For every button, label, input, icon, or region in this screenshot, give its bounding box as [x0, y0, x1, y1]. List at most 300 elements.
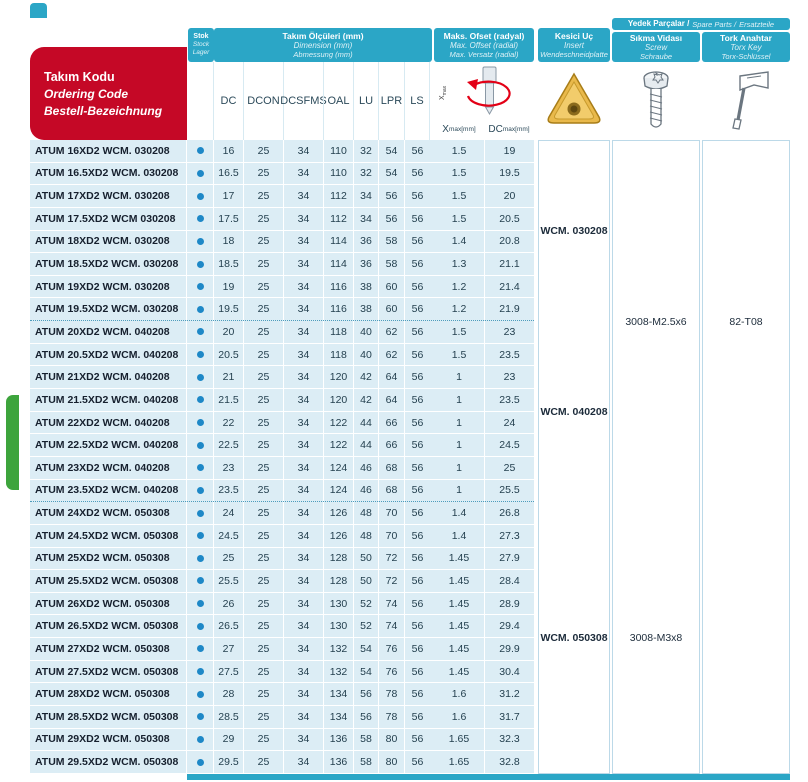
table-row — [30, 185, 534, 208]
table-row — [30, 548, 534, 571]
value-lu: 46 — [353, 480, 378, 502]
value-lu: 34 — [353, 208, 378, 230]
value-xmax: 1.65 — [448, 756, 470, 769]
product-code: ATUM 17XD2 WCM. 030208 — [35, 190, 170, 203]
stock-dot-icon — [197, 759, 204, 766]
dcmax-base: DC — [488, 123, 503, 135]
value-lu: 40 — [353, 344, 378, 366]
value-xmax: 1 — [456, 484, 462, 497]
value-ls: 56 — [404, 548, 430, 570]
value-dc: 19.5 — [213, 298, 243, 320]
value-ls: 56 — [404, 570, 430, 592]
value-lpr: 60 — [378, 276, 404, 298]
table-row — [30, 593, 534, 616]
stock-dot-icon — [197, 193, 204, 200]
table-row — [30, 412, 534, 435]
value-oal: 130 — [323, 615, 353, 637]
value-ls: 56 — [404, 706, 430, 728]
product-code: ATUM 21.5XD2 WCM. 040208 — [35, 393, 179, 406]
stock-dot-icon — [197, 736, 204, 743]
value-dcon: 25 — [243, 480, 283, 502]
product-code: ATUM 24.5XD2 WCM. 050308 — [35, 529, 179, 542]
value-dc: 21 — [213, 366, 243, 388]
value-oal: 122 — [323, 412, 353, 434]
value-lpr: 72 — [378, 570, 404, 592]
value-dcmax: 20.5 — [484, 208, 534, 230]
value-lpr: 62 — [378, 344, 404, 366]
product-code: ATUM 18.5XD2 WCM. 030208 — [35, 258, 179, 271]
value-dcon: 25 — [243, 525, 283, 547]
value-dcmax: 28.9 — [484, 593, 534, 615]
screw-header-en: Screw — [644, 42, 668, 52]
value-dc: 24 — [213, 502, 243, 524]
value-dcsfms: 34 — [283, 570, 323, 592]
value-dcon: 25 — [243, 253, 283, 275]
stock-dot-icon — [197, 713, 204, 720]
value-lpr: 54 — [378, 163, 404, 185]
value-dcsfms: 34 — [283, 751, 323, 773]
value-dcsfms: 34 — [283, 298, 323, 320]
value-dcmax: 28.4 — [484, 570, 534, 592]
dimensions-header-en: Dimension (mm) — [293, 40, 353, 50]
value-lu: 50 — [353, 548, 378, 570]
table-row — [30, 751, 534, 774]
value-ls: 56 — [404, 253, 430, 275]
value-dcon: 25 — [243, 593, 283, 615]
table-row — [30, 163, 534, 186]
stock-header-de: Lager — [192, 49, 210, 57]
spare-parts-header — [612, 18, 790, 30]
stock-header-en: Stock — [192, 41, 210, 49]
product-code: ATUM 26.5XD2 WCM. 050308 — [35, 620, 179, 633]
value-lpr: 66 — [378, 434, 404, 456]
value-ls: 56 — [404, 525, 430, 547]
svg-text:Xmax: $X_{max}$ — [439, 85, 448, 100]
value-dcsfms: 34 — [283, 661, 323, 683]
value-dcon: 25 — [243, 751, 283, 773]
value-lpr: 74 — [378, 593, 404, 615]
product-code: ATUM 18XD2 WCM. 030208 — [35, 235, 170, 248]
value-ls: 56 — [404, 683, 430, 705]
value-lpr: 72 — [378, 548, 404, 570]
value-xmax: 1.65 — [448, 733, 470, 746]
insert-header-de: Wendeschneidplatte — [540, 50, 608, 60]
value-dcon: 25 — [243, 412, 283, 434]
value-xmax: 1 — [456, 416, 462, 429]
product-code: ATUM 29.5XD2 WCM. 050308 — [35, 756, 179, 769]
value-dcmax: 20.8 — [484, 231, 534, 253]
stock-dot-icon — [197, 645, 204, 652]
value-lu: 54 — [353, 661, 378, 683]
value-dc: 25.5 — [213, 570, 243, 592]
stock-dot-icon — [197, 283, 204, 290]
value-xmax: 1.5 — [451, 190, 467, 203]
value-lpr: 64 — [378, 366, 404, 388]
value-oal: 132 — [323, 661, 353, 683]
value-lu: 40 — [353, 321, 378, 343]
stock-dot-icon — [197, 577, 204, 584]
value-lu: 32 — [353, 140, 378, 162]
product-code: ATUM 20.5XD2 WCM. 040208 — [35, 348, 179, 361]
stock-indicator — [186, 638, 213, 660]
value-lu: 54 — [353, 638, 378, 660]
value-ls: 56 — [404, 231, 430, 253]
value-dcmax: 21.4 — [484, 276, 534, 298]
value-lu: 50 — [353, 570, 378, 592]
value-ls: 56 — [404, 661, 430, 683]
value-dcsfms: 34 — [283, 366, 323, 388]
column-label-ls: LS — [404, 62, 430, 140]
value-xmax: 1.45 — [448, 642, 470, 655]
column-label-lu: LU — [353, 62, 378, 140]
screw-header-tr: Sıkma Vidası — [629, 32, 683, 43]
stock-dot-icon — [197, 623, 204, 630]
value-ls: 56 — [404, 344, 430, 366]
value-ls: 56 — [404, 276, 430, 298]
table-row — [30, 502, 534, 525]
value-dcmax: 27.9 — [484, 548, 534, 570]
stock-indicator — [186, 525, 213, 547]
stock-dot-icon — [197, 691, 204, 698]
stock-indicator — [186, 434, 213, 456]
value-ls: 56 — [404, 185, 430, 207]
value-oal: 124 — [323, 480, 353, 502]
xmax-sub: max — [448, 125, 462, 133]
table-row — [30, 706, 534, 729]
table-body — [30, 140, 790, 774]
table-row — [30, 366, 534, 389]
torx-key-header-de: Torx-Schlüssel — [721, 52, 771, 62]
value-dcon: 25 — [243, 570, 283, 592]
product-code: ATUM 23XD2 WCM. 040208 — [35, 461, 170, 474]
value-oal: 116 — [323, 276, 353, 298]
table-body-rows — [30, 140, 534, 774]
value-dc: 16 — [213, 140, 243, 162]
torx-key-header-en: Torx Key — [730, 42, 762, 52]
stock-dot-icon — [197, 261, 204, 268]
value-dcmax: 19.5 — [484, 163, 534, 185]
stock-dot-icon — [197, 532, 204, 539]
dcmax-unit: [mm] — [515, 125, 530, 133]
table-row — [30, 276, 534, 299]
value-dc: 18 — [213, 231, 243, 253]
table-row — [30, 683, 534, 706]
insert-header — [538, 28, 610, 62]
stock-indicator — [186, 412, 213, 434]
value-lu: 56 — [353, 683, 378, 705]
stock-indicator — [186, 480, 213, 502]
value-dcmax: 23 — [484, 321, 534, 343]
drill-offset-icon — [434, 64, 534, 118]
table-row — [30, 638, 534, 661]
value-dcon: 25 — [243, 344, 283, 366]
value-dcon: 25 — [243, 140, 283, 162]
screw-image — [612, 64, 700, 138]
torx-key-icon — [714, 66, 778, 136]
value-lu: 36 — [353, 253, 378, 275]
value-dcon: 25 — [243, 683, 283, 705]
value-lu: 36 — [353, 231, 378, 253]
value-dcon: 25 — [243, 661, 283, 683]
value-dcmax: 24.5 — [484, 434, 534, 456]
product-code: ATUM 16XD2 WCM. 030208 — [35, 144, 170, 157]
value-lu: 42 — [353, 366, 378, 388]
table-row — [30, 344, 534, 367]
stock-indicator — [186, 185, 213, 207]
stock-dot-icon — [197, 374, 204, 381]
value-lpr: 74 — [378, 615, 404, 637]
value-dcmax: 32.8 — [484, 751, 534, 773]
stock-indicator — [186, 593, 213, 615]
stock-dot-icon — [197, 328, 204, 335]
product-code: ATUM 24XD2 WCM. 050308 — [35, 507, 170, 520]
value-dcon: 25 — [243, 502, 283, 524]
stock-indicator — [186, 321, 213, 343]
insert-header-en: Insert — [563, 40, 584, 50]
value-ls: 56 — [404, 412, 430, 434]
value-oal: 136 — [323, 751, 353, 773]
max-offset-header-tr: Maks. Ofset (radyal) — [443, 30, 525, 41]
value-ls: 56 — [404, 140, 430, 162]
column-label-oal: OAL — [323, 62, 353, 140]
radial-offset-diagram — [434, 64, 534, 118]
value-xmax: 1.2 — [451, 303, 467, 316]
value-dc: 21.5 — [213, 389, 243, 411]
table-row — [30, 615, 534, 638]
value-dc: 23.5 — [213, 480, 243, 502]
stock-dot-icon — [197, 555, 204, 562]
stock-indicator — [186, 570, 213, 592]
value-oal: 120 — [323, 389, 353, 411]
value-dcmax: 26.8 — [484, 502, 534, 524]
value-oal: 128 — [323, 548, 353, 570]
value-ls: 56 — [404, 366, 430, 388]
product-code: ATUM 25XD2 WCM. 050308 — [35, 552, 170, 565]
value-dcon: 25 — [243, 208, 283, 230]
value-lu: 38 — [353, 276, 378, 298]
product-code: ATUM 28.5XD2 WCM. 050308 — [35, 710, 179, 723]
ordering-code-en: Ordering Code — [44, 86, 129, 101]
insert-column-label: WCM. 030208 — [540, 225, 608, 238]
table-row — [30, 208, 534, 231]
value-dcsfms: 34 — [283, 185, 323, 207]
screw-header-de: Schraube — [639, 52, 673, 62]
stock-indicator — [186, 366, 213, 388]
value-dcsfms: 34 — [283, 480, 323, 502]
product-table — [30, 18, 790, 780]
value-ls: 56 — [404, 615, 430, 637]
value-dcmax: 29.4 — [484, 615, 534, 637]
value-oal: 134 — [323, 706, 353, 728]
product-code: ATUM 23.5XD2 WCM. 040208 — [35, 484, 179, 497]
stock-dot-icon — [197, 442, 204, 449]
value-oal: 124 — [323, 457, 353, 479]
screw-icon — [626, 66, 686, 136]
insert-column — [538, 140, 610, 774]
dimensions-header-de: Abmessung (mm) — [293, 50, 353, 60]
value-lu: 52 — [353, 615, 378, 637]
value-dcsfms: 34 — [283, 412, 323, 434]
value-oal: 118 — [323, 321, 353, 343]
stock-indicator — [186, 208, 213, 230]
value-lpr: 76 — [378, 661, 404, 683]
value-dc: 26 — [213, 593, 243, 615]
value-xmax: 1.5 — [451, 212, 467, 225]
value-dc: 19 — [213, 276, 243, 298]
stock-dot-icon — [197, 464, 204, 471]
value-lu: 42 — [353, 389, 378, 411]
value-oal: 116 — [323, 298, 353, 320]
value-lpr: 56 — [378, 185, 404, 207]
value-xmax: 1 — [456, 439, 462, 452]
torx-key-image — [702, 64, 790, 138]
stock-dot-icon — [197, 600, 204, 607]
value-dcon: 25 — [243, 706, 283, 728]
value-lu: 52 — [353, 593, 378, 615]
value-lpr: 56 — [378, 208, 404, 230]
table-row — [30, 729, 534, 752]
value-ls: 56 — [404, 751, 430, 773]
value-oal: 130 — [323, 593, 353, 615]
ordering-code-tr: Takım Kodu — [44, 69, 115, 84]
screw-column-label: 3008-M3x8 — [629, 631, 683, 644]
max-offset-header — [434, 28, 534, 62]
spare-parts-header-en: Spare Parts / — [692, 19, 737, 29]
value-dcmax: 21.9 — [484, 298, 534, 320]
stock-indicator — [186, 298, 213, 320]
value-lu: 56 — [353, 706, 378, 728]
value-dcsfms: 34 — [283, 706, 323, 728]
dimensions-header-tr: Takım Ölçüleri (mm) — [282, 30, 364, 41]
value-oal: 118 — [323, 344, 353, 366]
value-dcon: 25 — [243, 321, 283, 343]
table-row — [30, 140, 534, 163]
value-oal: 110 — [323, 140, 353, 162]
value-dcon: 25 — [243, 457, 283, 479]
torx-column — [702, 140, 790, 774]
stock-dot-icon — [197, 215, 204, 222]
value-ls: 56 — [404, 593, 430, 615]
product-code: ATUM 29XD2 WCM. 050308 — [35, 733, 170, 746]
value-lu: 46 — [353, 457, 378, 479]
stock-dot-icon — [197, 419, 204, 426]
insert-column-label: WCM. 040208 — [540, 405, 608, 418]
value-lu: 44 — [353, 412, 378, 434]
value-lu: 34 — [353, 185, 378, 207]
spare-parts-header-tr: Yedek Parçalar / — [627, 19, 690, 29]
value-dcmax: 32.3 — [484, 729, 534, 751]
value-xmax: 1.45 — [448, 597, 470, 610]
value-xmax: 1.4 — [451, 529, 467, 542]
value-oal: 122 — [323, 434, 353, 456]
value-dc: 22 — [213, 412, 243, 434]
value-oal: 126 — [323, 525, 353, 547]
value-lpr: 58 — [378, 231, 404, 253]
value-dcon: 25 — [243, 276, 283, 298]
stock-indicator — [186, 231, 213, 253]
value-dcsfms: 34 — [283, 163, 323, 185]
value-dcsfms: 34 — [283, 140, 323, 162]
screw-column-label: 3008-M2.5x6 — [625, 315, 687, 328]
stock-dot-icon — [197, 147, 204, 154]
stock-indicator — [186, 389, 213, 411]
stock-header-tr: Stok — [193, 33, 209, 40]
value-lpr: 78 — [378, 683, 404, 705]
value-ls: 56 — [404, 480, 430, 502]
value-dc: 28 — [213, 683, 243, 705]
value-dcmax: 30.4 — [484, 661, 534, 683]
value-xmax: 1.5 — [451, 167, 467, 180]
value-lpr: 80 — [378, 729, 404, 751]
value-dcon: 25 — [243, 434, 283, 456]
value-lpr: 80 — [378, 751, 404, 773]
value-lpr: 68 — [378, 457, 404, 479]
stock-indicator — [186, 276, 213, 298]
stock-dot-icon — [197, 510, 204, 517]
value-dc: 17 — [213, 185, 243, 207]
stock-dot-icon — [197, 170, 204, 177]
value-ls: 56 — [404, 434, 430, 456]
value-dc: 29 — [213, 729, 243, 751]
value-xmax: 1 — [456, 393, 462, 406]
product-code: ATUM 19XD2 WCM. 030208 — [35, 280, 170, 293]
stock-indicator — [186, 683, 213, 705]
value-dcon: 25 — [243, 231, 283, 253]
torx-column-label: 82-T08 — [729, 315, 763, 328]
stock-indicator — [186, 457, 213, 479]
value-xmax: 1.45 — [448, 574, 470, 587]
value-dcsfms: 34 — [283, 231, 323, 253]
product-code: ATUM 25.5XD2 WCM. 050308 — [35, 574, 179, 587]
value-dcon: 25 — [243, 389, 283, 411]
value-lpr: 60 — [378, 298, 404, 320]
value-lpr: 54 — [378, 140, 404, 162]
value-dcon: 25 — [243, 638, 283, 660]
value-ls: 56 — [404, 298, 430, 320]
torx-key-header — [702, 32, 790, 62]
value-xmax: 1.5 — [451, 144, 467, 157]
table-row — [30, 389, 534, 412]
column-label-dcsfms: DCSFMS — [283, 62, 323, 140]
value-lu: 44 — [353, 434, 378, 456]
screw-header — [612, 32, 700, 62]
value-dcon: 25 — [243, 185, 283, 207]
page-corner-tab — [30, 3, 47, 18]
value-xmax: 1.5 — [451, 348, 467, 361]
table-row — [30, 457, 534, 480]
value-dcsfms: 34 — [283, 593, 323, 615]
value-dc: 26.5 — [213, 615, 243, 637]
value-oal: 128 — [323, 570, 353, 592]
value-dcsfms: 34 — [283, 457, 323, 479]
stock-indicator — [186, 661, 213, 683]
value-lu: 58 — [353, 751, 378, 773]
insert-header-tr: Kesici Uç — [554, 30, 594, 41]
value-dc: 29.5 — [213, 751, 243, 773]
stock-indicator — [186, 729, 213, 751]
value-oal: 126 — [323, 502, 353, 524]
value-lpr: 70 — [378, 502, 404, 524]
table-row — [30, 321, 534, 344]
value-dcmax: 23.5 — [484, 344, 534, 366]
value-ls: 56 — [404, 208, 430, 230]
value-lpr: 64 — [378, 389, 404, 411]
value-dcsfms: 34 — [283, 548, 323, 570]
value-lpr: 68 — [378, 480, 404, 502]
ordering-code-de: Bestell-Bezeichnung — [44, 103, 163, 118]
value-dcmax: 21.1 — [484, 253, 534, 275]
value-dcon: 25 — [243, 366, 283, 388]
